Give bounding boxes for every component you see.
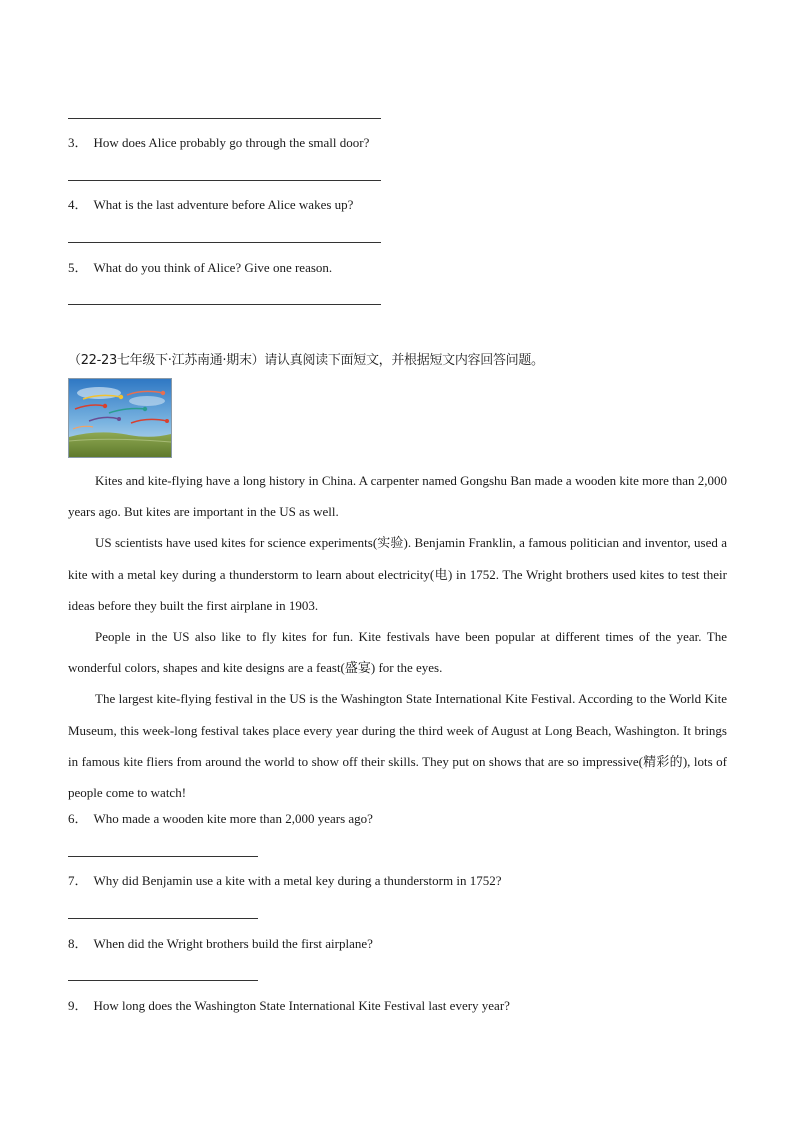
question-number: 6． xyxy=(68,811,88,826)
answer-line-q7 xyxy=(68,918,258,919)
question-number: 5． xyxy=(68,260,88,275)
answer-line-q3 xyxy=(68,180,381,181)
section-header: （22-23七年级下·江苏南通·期末）请认真阅读下面短文，并根据短文内容回答问题。 xyxy=(68,353,544,368)
question-text: What is the last adventure before Alice wakes up? xyxy=(93,197,354,212)
kite-festival-photo xyxy=(68,378,172,458)
passage-paragraph: The largest kite-flying festival in the US is the Washington State International Kite Festival. According to the World Kite Museum, this week-long festival takes place every year during the third week of August at Long Beach, Washington. It brings in famous kite fliers from around the world to show off their skills. They put on shows that are so impressive(精彩的), lots of people come to watch! xyxy=(68,691,727,801)
question-text: When did the Wright brothers build the first airplane? xyxy=(93,936,373,951)
question-text: Why did Benjamin use a kite with a metal key during a thunderstorm in 1752? xyxy=(93,873,502,888)
question-number: 3． xyxy=(68,135,88,150)
answer-line-q8 xyxy=(68,980,258,981)
question-text: What do you think of Alice? Give one reason. xyxy=(93,260,333,275)
question-5 xyxy=(68,260,332,276)
reading-passage xyxy=(68,465,727,808)
passage-paragraph: Kites and kite-flying have a long history in China. A carpenter named Gongshu Ban made a wooden kite more than 2,000 years ago. But kites are important in the US as well. xyxy=(68,473,727,520)
answer-line-q4 xyxy=(68,242,381,243)
question-number: 4． xyxy=(68,197,88,212)
question-text: Who made a wooden kite more than 2,000 years ago? xyxy=(93,811,373,826)
passage-paragraph: US scientists have used kites for science experiments(实验). Benjamin Franklin, a famous politician and inventor, used a kite with a metal key during a thunderstorm to learn about electricity(电) in 1752. The Wright brothers used kites to test their ideas before they built the first airplane in 1903. xyxy=(68,535,727,613)
question-9 xyxy=(68,998,510,1014)
question-3 xyxy=(68,135,369,151)
question-4 xyxy=(68,197,353,213)
question-text: How does Alice probably go through the small door? xyxy=(93,135,370,150)
question-number: 7． xyxy=(68,873,88,888)
passage-paragraph: People in the US also like to fly kites for fun. Kite festivals have been popular at different times of the year. The wonderful colors, shapes and kite designs are a feast(盛宴) for the eyes. xyxy=(68,629,727,676)
question-8 xyxy=(68,936,373,952)
question-text: How long does the Washington State International Kite Festival last every year? xyxy=(93,998,510,1013)
answer-line-q6 xyxy=(68,856,258,857)
question-6 xyxy=(68,811,373,827)
question-number: 8． xyxy=(68,936,88,951)
answer-line-q2 xyxy=(68,118,381,119)
question-number: 9． xyxy=(68,998,88,1013)
question-7 xyxy=(68,873,501,889)
answer-line-q5 xyxy=(68,304,381,305)
